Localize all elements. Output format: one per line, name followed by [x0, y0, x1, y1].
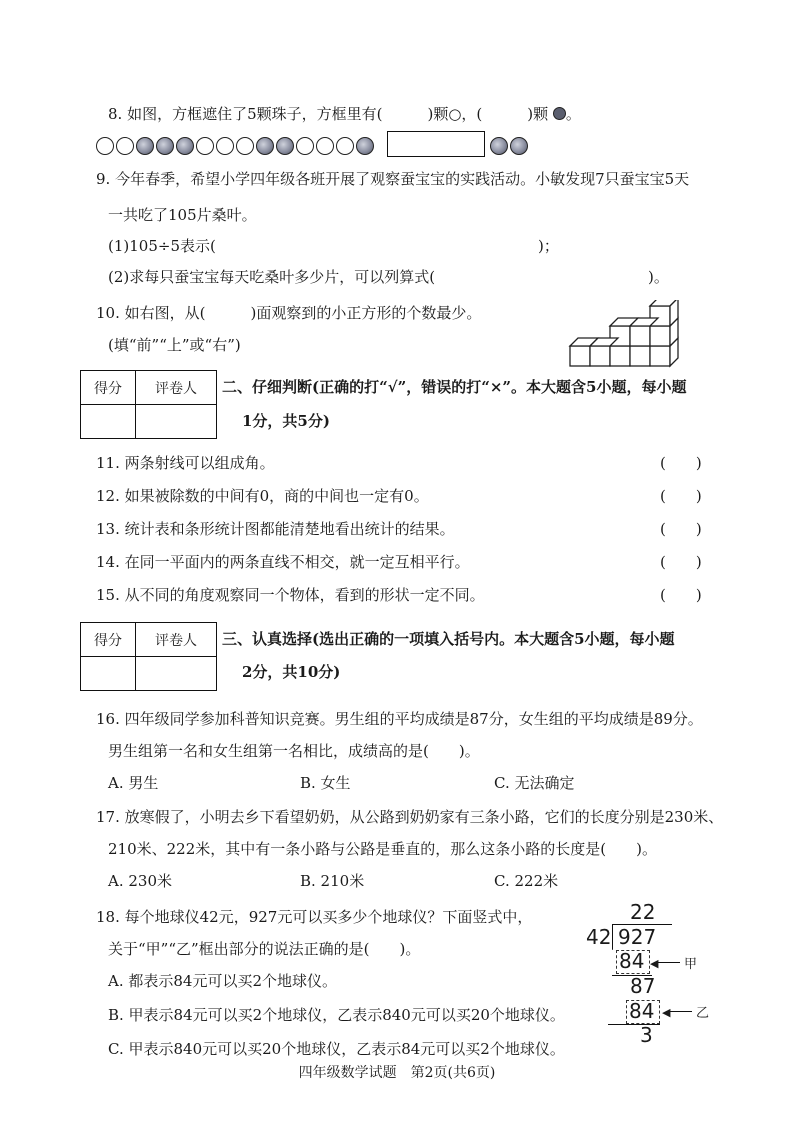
remainder2: 3 [640, 1023, 653, 1047]
dark-bead-icon [136, 137, 154, 155]
dark-bead-icon [356, 137, 374, 155]
q16-line2: 男生组第一名和女生组第一名相比，成绩高的是( )。 [108, 742, 480, 760]
q9-sub2: (2)求每只蚕宝宝每天吃桑叶多少片，可以列算式( [108, 268, 436, 286]
grader-cell[interactable] [136, 657, 217, 691]
score-cell[interactable] [81, 657, 136, 691]
q16-line1: 16. 四年级同学参加科普知识竞赛。男生组的平均成绩是87分，女生组的平均成绩是89分。 [96, 710, 703, 728]
dividend: 927 [618, 925, 657, 949]
q17-line2: 210米、222米，其中有一条小路与公路是垂直的，那么这条小路的长度是( )。 [108, 840, 657, 858]
judge-item-text: 13. 统计表和条形统计图都能清楚地看出统计的结果。 [96, 520, 455, 538]
score-header: 得分 [81, 371, 136, 405]
judge-answer-paren[interactable]: ( ) [660, 487, 702, 505]
q9-sub2-end: )。 [648, 268, 669, 286]
grader-header: 评卷人 [136, 371, 217, 405]
dark-bead-icon [490, 137, 508, 155]
q10-line1: 10. 如右图，从( )面观察到的小正方形的个数最少。 [96, 304, 482, 322]
q9-line1: 9. 今年春季，希望小学四年级各班开展了观察蚕宝宝的实践活动。小敏发现7只蚕宝宝5天 [96, 170, 690, 188]
section3-title-1: 三、认真选择(选出正确的一项填入括号内。本大题含5小题，每小题 [222, 630, 675, 648]
hiding-box [387, 131, 485, 157]
judge-answer-paren[interactable]: ( ) [660, 454, 702, 472]
arrow-left-icon: ◀ [662, 1006, 671, 1019]
q16-option-c[interactable]: C. 无法确定 [494, 774, 575, 792]
q8-text: 8. 如图，方框遮住了5颗珠子，方框里有( )颗○，( )颗 。 [108, 105, 581, 123]
dark-bead-icon [256, 137, 274, 155]
dark-bead-icon [553, 107, 566, 120]
section2-title-1: 二、仔细判断(正确的打“√”，错误的打“×”。本大题含5小题，每小题 [222, 378, 687, 396]
long-division [586, 900, 736, 1060]
q18-option-c[interactable]: C. 甲表示840元可以买20个地球仪，乙表示84元可以买2个地球仪。 [108, 1040, 565, 1058]
q9-sub1-end: )； [538, 237, 559, 255]
label-yi: 乙 [696, 1006, 710, 1021]
dark-bead-icon [156, 137, 174, 155]
white-bead-icon [216, 137, 234, 155]
divisor: 42 [586, 925, 612, 949]
dark-bead-icon [176, 137, 194, 155]
score-header: 得分 [81, 623, 136, 657]
judge-answer-paren[interactable]: ( ) [660, 586, 702, 604]
q17-option-a[interactable]: A. 230米 [108, 872, 172, 890]
q10-line2: (填“前”“上”或“右”) [108, 336, 241, 354]
q18-option-b[interactable]: B. 甲表示84元可以买2个地球仪，乙表示840元可以买20个地球仪。 [108, 1006, 565, 1024]
dark-bead-icon [276, 137, 294, 155]
label-jia: 甲 [684, 957, 698, 972]
q16-option-a[interactable]: A. 男生 [108, 774, 159, 792]
judge-answer-paren[interactable]: ( ) [660, 553, 702, 571]
judge-item-text: 12. 如果被除数的中间有0，商的中间也一定有0。 [96, 487, 429, 505]
judge-item-text: 15. 从不同的角度观察同一个物体，看到的形状一定不同。 [96, 586, 485, 604]
judge-item-text: 11. 两条射线可以组成角。 [96, 454, 275, 472]
score-table-2 [80, 370, 217, 439]
dark-bead-icon [510, 137, 528, 155]
white-bead-icon [116, 137, 134, 155]
cube-stack-icon [568, 300, 698, 372]
cube-figure [568, 300, 698, 376]
arrow-left-icon: ◀ [650, 957, 659, 970]
judge-answer-paren[interactable]: ( ) [660, 520, 702, 538]
q16-option-b[interactable]: B. 女生 [300, 774, 351, 792]
q9-sub1: (1)105÷5表示( [108, 237, 216, 255]
page-footer: 四年级数学试题 第2页(共6页) [298, 1065, 496, 1081]
white-bead-icon [236, 137, 254, 155]
white-bead-icon [96, 137, 114, 155]
q18-line2: 关于“甲”“乙”框出部分的说法正确的是( )。 [108, 940, 421, 958]
step2: 84 [629, 999, 655, 1023]
white-bead-icon [196, 137, 214, 155]
q18-option-a[interactable]: A. 都表示84元可以买2个地球仪。 [108, 972, 338, 990]
q17-option-c[interactable]: C. 222米 [494, 872, 559, 890]
white-bead-icon [316, 137, 334, 155]
remainder1: 87 [630, 974, 656, 998]
step1: 84 [619, 949, 645, 973]
section3-title-2: 2分，共10分) [242, 663, 341, 681]
q9-line2: 一共吃了105片桑叶。 [108, 206, 257, 224]
q17-line1: 17. 放寒假了，小明去乡下看望奶奶，从公路到奶奶家有三条小路，它们的长度分别是230米、 [96, 808, 724, 826]
section2-title-2: 1分，共5分) [242, 412, 330, 430]
judge-item-text: 14. 在同一平面内的两条直线不相交，就一定互相平行。 [96, 553, 470, 571]
white-bead-icon [296, 137, 314, 155]
grader-header: 评卷人 [136, 623, 217, 657]
q17-option-b[interactable]: B. 210米 [300, 872, 365, 890]
division-bracket [612, 924, 613, 950]
grader-cell[interactable] [136, 405, 217, 439]
quotient: 22 [630, 900, 656, 924]
score-cell[interactable] [81, 405, 136, 439]
white-bead-icon [336, 137, 354, 155]
q18-line1: 18. 每个地球仪42元，927元可以买多少个地球仪？下面竖式中， [96, 908, 533, 926]
score-table-3 [80, 622, 217, 691]
